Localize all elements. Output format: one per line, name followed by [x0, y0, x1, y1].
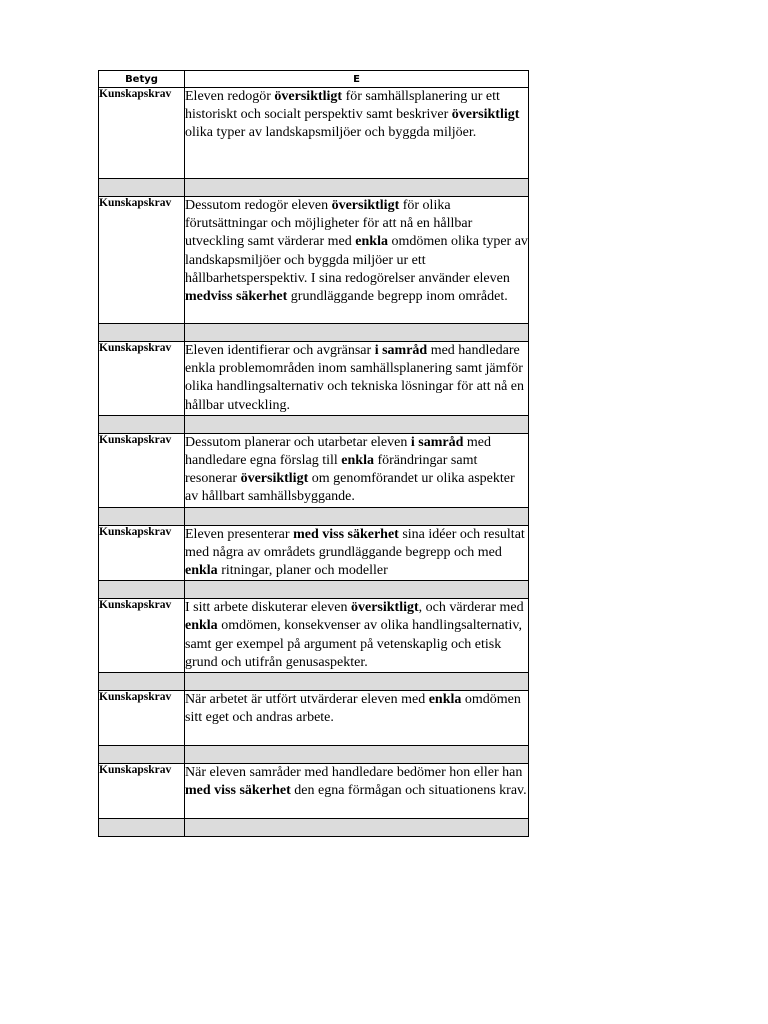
emphasis-text: enkla: [185, 618, 218, 634]
spacer-cell: [99, 415, 185, 433]
requirement-label: Kunskapskrav: [99, 525, 185, 581]
requirement-text: [185, 599, 529, 673]
spacer-cell: [185, 581, 529, 599]
emphasis-text: i samråd: [374, 343, 428, 358]
spacer-cell: [99, 819, 185, 837]
body-text: När arbetet är utfört utvärderar eleven med: [185, 692, 429, 708]
emphasis-text: översiktligt: [451, 107, 520, 123]
requirement-row: [99, 691, 529, 746]
requirement-row: [99, 764, 529, 819]
requirement-row: [99, 88, 529, 179]
body-text: olika typer av landskapsmiljöer och byggda miljöer.: [185, 125, 477, 141]
requirement-row: [99, 525, 529, 581]
spacer-cell: [185, 415, 529, 433]
requirement-label: Kunskapskrav: [99, 764, 185, 819]
emphasis-text: översiktligt: [350, 600, 419, 616]
spacer-row: [99, 819, 529, 837]
requirement-text: [185, 433, 529, 507]
spacer-row: [99, 507, 529, 525]
spacer-cell: [185, 324, 529, 342]
spacer-cell: [185, 507, 529, 525]
body-text: den egna förmågan och situationens krav.: [290, 783, 527, 799]
requirement-text: [185, 764, 529, 819]
body-text: för olika förutsättningar och möjligheter för att nå en hållbar utveckling samt värderar med: [185, 198, 473, 250]
emphasis-text: översiktligt: [274, 89, 343, 104]
spacer-cell: [99, 179, 185, 197]
emphasis-text: enkla: [355, 234, 388, 250]
requirement-text: [185, 525, 529, 581]
requirement-label: Kunskapskrav: [99, 88, 185, 179]
spacer-row: [99, 324, 529, 342]
spacer-cell: [185, 819, 529, 837]
spacer-row: [99, 746, 529, 764]
spacer-cell: [185, 179, 529, 197]
requirement-text: [185, 197, 529, 324]
requirement-text: [185, 691, 529, 746]
spacer-row: [99, 581, 529, 599]
body-text: omdömen olika typer av landskapsmiljöer och byggda miljöer ur ett hållbarhetsperspektiv. I sina redogörelser använder eleven: [185, 234, 528, 286]
header-row: [99, 71, 529, 88]
body-text: Dessutom planerar och utarbetar eleven: [185, 434, 411, 450]
header-grade: Betyg: [99, 71, 185, 88]
body-text: Dessutom redogör eleven: [185, 198, 332, 213]
requirement-label: Kunskapskrav: [99, 691, 185, 746]
requirement-label: Kunskapskrav: [99, 599, 185, 673]
body-text: med handledare enkla problemområden inom samhällsplanering samt jämför olika handlingsalternativ och tekniska lösningar för att nå en hållbar utveckling.: [185, 343, 525, 413]
body-text: för samhällsplanering ur ett historiskt och socialt perspektiv samt beskriver: [185, 89, 500, 123]
emphasis-text: i samråd: [410, 434, 464, 450]
body-text: med handledare egna förslag till: [185, 434, 491, 469]
emphasis-text: översiktligt: [240, 471, 309, 487]
spacer-cell: [99, 507, 185, 525]
requirement-label: Kunskapskrav: [99, 342, 185, 416]
body-text: sina idéer och resultat med några av områdets grundläggande begrepp och med: [185, 526, 525, 560]
emphasis-text: med viss säkerhet: [185, 783, 291, 799]
requirement-row: [99, 599, 529, 673]
emphasis-text: med viss säkerhet: [293, 526, 399, 542]
spacer-row: [99, 673, 529, 691]
body-text: omdömen sitt eget och andras arbete.: [185, 692, 521, 726]
spacer-cell: [99, 581, 185, 599]
emphasis-text: översiktligt: [331, 198, 400, 213]
body-text: Eleven identifierar och avgränsar: [185, 343, 375, 358]
requirement-row: [99, 197, 529, 324]
requirement-text: [185, 342, 529, 416]
table-body: [99, 88, 529, 837]
spacer-cell: [99, 324, 185, 342]
spacer-row: [99, 179, 529, 197]
requirement-row: [99, 342, 529, 416]
requirement-text: [185, 88, 529, 179]
emphasis-text: enkla: [428, 692, 462, 708]
grading-table: [98, 70, 529, 837]
spacer-cell: [99, 673, 185, 691]
header-level-e: E: [185, 71, 529, 88]
requirement-label: Kunskapskrav: [99, 433, 185, 507]
body-text: I sitt arbete diskuterar eleven: [185, 600, 351, 616]
body-text: omdömen, konsekvenser av olika handlingsalternativ, samt ger exempel på argument på vetenskaplig och etisk grund och utifrån genusaspekter.: [185, 618, 522, 670]
emphasis-text: medviss säkerhet: [185, 289, 288, 305]
body-text: grundläggande begrepp inom området.: [287, 289, 508, 305]
spacer-cell: [185, 673, 529, 691]
body-text: om genomförandet ur olika aspekter av hållbart samhällsbyggande.: [185, 471, 515, 505]
body-text: förändringar samt resonerar: [185, 453, 478, 487]
body-text: , och värderar med: [418, 600, 524, 616]
emphasis-text: enkla: [185, 563, 218, 579]
spacer-cell: [185, 746, 529, 764]
requirement-row: [99, 433, 529, 507]
spacer-row: [99, 415, 529, 433]
emphasis-text: enkla: [341, 453, 374, 469]
requirement-label: Kunskapskrav: [99, 197, 185, 324]
body-text: ritningar, planer och modeller: [217, 563, 388, 579]
body-text: Eleven presenterar: [185, 526, 294, 542]
body-text: När eleven samråder med handledare bedömer hon eller han: [185, 765, 523, 781]
spacer-cell: [99, 746, 185, 764]
body-text: Eleven redogör: [185, 89, 275, 104]
